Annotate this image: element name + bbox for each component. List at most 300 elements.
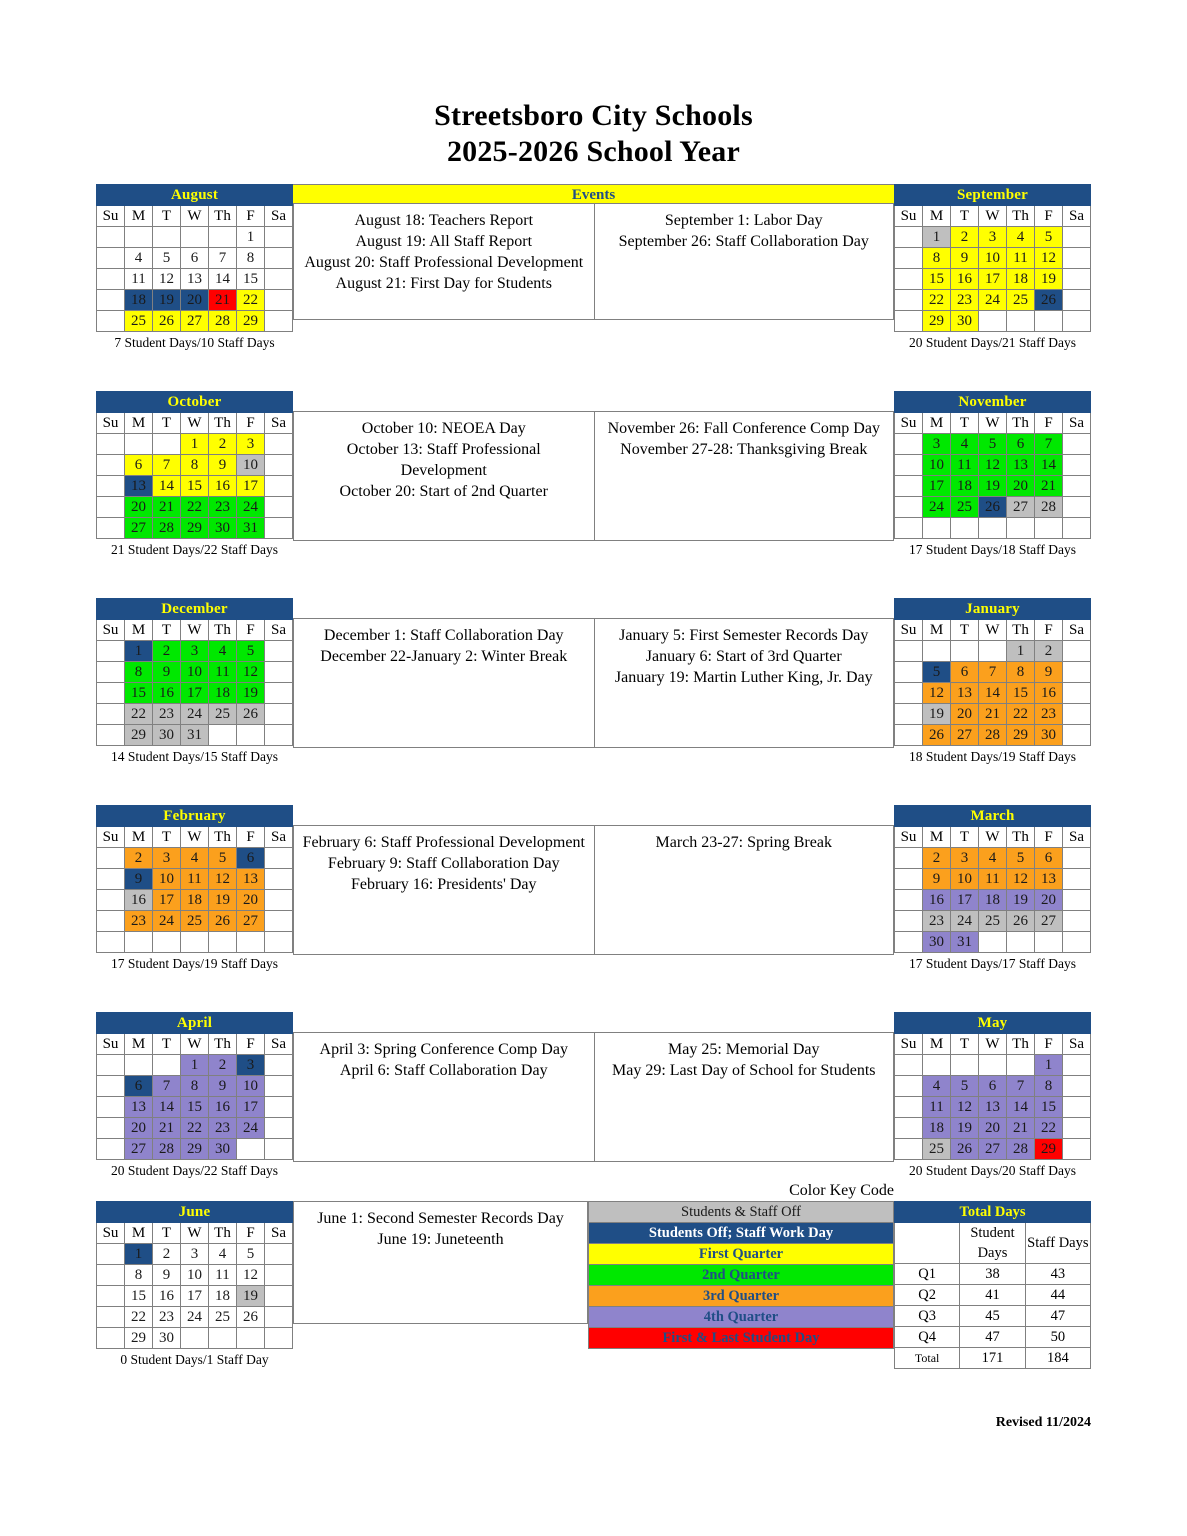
day-cell[interactable]: 8: [181, 1076, 209, 1097]
day-cell[interactable]: 19: [1007, 890, 1035, 911]
day-cell[interactable]: 17: [153, 890, 181, 911]
event-line: October 20: Start of 2nd Quarter: [339, 483, 548, 500]
day-cell[interactable]: 4: [923, 1076, 951, 1097]
day-cell[interactable]: 10: [181, 1265, 209, 1286]
week-row: [895, 1055, 1091, 1076]
month-grid-may: [894, 1012, 1091, 1160]
day-cell[interactable]: 10: [237, 1076, 265, 1097]
day-cell[interactable]: 15: [1035, 1097, 1063, 1118]
dow-sa: Sa: [1063, 1034, 1091, 1055]
week-row: [97, 1076, 293, 1097]
day-cell[interactable]: 12: [979, 455, 1007, 476]
day-cell[interactable]: 12: [237, 662, 265, 683]
day-cell[interactable]: 18: [209, 683, 237, 704]
day-cell-empty: [265, 683, 293, 704]
dow-sa: Sa: [1063, 206, 1091, 227]
day-cell[interactable]: 29: [237, 311, 265, 332]
week-row: [97, 704, 293, 725]
day-cell[interactable]: 12: [923, 683, 951, 704]
dow-th: Th: [209, 1034, 237, 1055]
day-cell[interactable]: 12: [153, 269, 181, 290]
day-cell[interactable]: 23: [153, 704, 181, 725]
month-table-may: [894, 1012, 1091, 1160]
day-cell[interactable]: 16: [125, 890, 153, 911]
day-cell[interactable]: 28: [209, 311, 237, 332]
day-cell[interactable]: 16: [153, 1286, 181, 1307]
day-cell[interactable]: 23: [153, 1307, 181, 1328]
day-cell[interactable]: 25: [923, 1139, 951, 1160]
day-cell[interactable]: 29: [125, 725, 153, 746]
day-cell[interactable]: 2: [153, 1244, 181, 1265]
day-cell[interactable]: 17: [951, 890, 979, 911]
day-cell[interactable]: 10: [237, 455, 265, 476]
day-cell[interactable]: 11: [125, 269, 153, 290]
day-cell[interactable]: 27: [125, 1139, 153, 1160]
day-cell[interactable]: 1: [1007, 641, 1035, 662]
day-cell[interactable]: 2: [1035, 641, 1063, 662]
day-cell[interactable]: 22: [1035, 1118, 1063, 1139]
day-cell[interactable]: 3: [153, 848, 181, 869]
dow-f: F: [237, 1034, 265, 1055]
day-cell[interactable]: 31: [181, 725, 209, 746]
day-cell[interactable]: 2: [951, 227, 979, 248]
dow-w: W: [979, 827, 1007, 848]
day-cell[interactable]: 30: [209, 1139, 237, 1160]
day-cell-empty: [265, 911, 293, 932]
week-row: [895, 1097, 1091, 1118]
day-cell[interactable]: 30: [923, 932, 951, 953]
day-cell[interactable]: 25: [1007, 290, 1035, 311]
day-cell[interactable]: 18: [979, 890, 1007, 911]
day-cell[interactable]: 1: [237, 227, 265, 248]
day-cell[interactable]: 24: [923, 497, 951, 518]
week-row: [97, 1055, 293, 1076]
day-cell[interactable]: 6: [1007, 434, 1035, 455]
day-cell[interactable]: 26: [237, 704, 265, 725]
day-cell[interactable]: 28: [1007, 1139, 1035, 1160]
day-cell[interactable]: 19: [237, 683, 265, 704]
day-cell[interactable]: 22: [125, 704, 153, 725]
day-cell[interactable]: 10: [923, 455, 951, 476]
day-cell[interactable]: 18: [923, 1118, 951, 1139]
day-cell[interactable]: 14: [1007, 1097, 1035, 1118]
day-cell[interactable]: 24: [237, 497, 265, 518]
day-cell[interactable]: 25: [125, 311, 153, 332]
day-cell[interactable]: 7: [153, 1076, 181, 1097]
day-cell[interactable]: 9: [209, 1076, 237, 1097]
day-cell[interactable]: 16: [209, 1097, 237, 1118]
day-cell[interactable]: 6: [237, 848, 265, 869]
day-cell-empty: [895, 311, 923, 332]
day-cell[interactable]: 26: [951, 1139, 979, 1160]
day-cell[interactable]: 26: [209, 911, 237, 932]
event-line: April 3: Spring Conference Comp Day: [319, 1041, 568, 1058]
day-cell[interactable]: 16: [1035, 683, 1063, 704]
day-cell[interactable]: 21: [153, 1118, 181, 1139]
day-cell[interactable]: 3: [181, 641, 209, 662]
day-cell[interactable]: 5: [237, 1244, 265, 1265]
day-cell[interactable]: 3: [951, 848, 979, 869]
dow-f: F: [237, 1223, 265, 1244]
day-cell[interactable]: 23: [951, 290, 979, 311]
day-cell[interactable]: 21: [1035, 476, 1063, 497]
day-cell[interactable]: 1: [923, 227, 951, 248]
day-cell[interactable]: 17: [237, 1097, 265, 1118]
day-cell[interactable]: 15: [923, 269, 951, 290]
dow-m: M: [125, 206, 153, 227]
day-cell[interactable]: 29: [181, 1139, 209, 1160]
day-cell[interactable]: 17: [923, 476, 951, 497]
day-cell[interactable]: 29: [181, 518, 209, 539]
day-cell[interactable]: 7: [1035, 434, 1063, 455]
events-block-2: [293, 391, 894, 541]
day-cell[interactable]: 9: [125, 869, 153, 890]
week-row: [895, 890, 1091, 911]
day-cell[interactable]: 15: [181, 476, 209, 497]
day-cell[interactable]: 15: [125, 1286, 153, 1307]
day-cell[interactable]: 11: [181, 869, 209, 890]
day-cell[interactable]: 29: [125, 1328, 153, 1349]
day-cell[interactable]: 1: [1035, 1055, 1063, 1076]
day-cell[interactable]: 12: [209, 869, 237, 890]
day-cell[interactable]: 20: [1035, 890, 1063, 911]
day-cell[interactable]: 2: [923, 848, 951, 869]
month-block-december: [96, 598, 293, 765]
month-footnote-march: 17 Student Days/17 Staff Days: [909, 956, 1076, 971]
totals-student-days: 38: [960, 1264, 1025, 1285]
day-cell[interactable]: 11: [209, 662, 237, 683]
day-cell[interactable]: 13: [1007, 455, 1035, 476]
day-cell[interactable]: 12: [237, 1265, 265, 1286]
day-cell[interactable]: 12: [1007, 869, 1035, 890]
calendar-band-2: [96, 391, 1091, 558]
day-cell[interactable]: 6: [125, 455, 153, 476]
day-cell[interactable]: 17: [181, 683, 209, 704]
day-cell[interactable]: 23: [209, 497, 237, 518]
day-cell[interactable]: 11: [923, 1097, 951, 1118]
totals-row: [895, 1264, 1091, 1285]
day-cell[interactable]: 9: [923, 869, 951, 890]
day-cell[interactable]: 27: [1035, 911, 1063, 932]
day-cell[interactable]: 23: [209, 1118, 237, 1139]
day-cell[interactable]: 3: [237, 434, 265, 455]
day-cell[interactable]: 18: [1007, 269, 1035, 290]
day-cell[interactable]: 16: [153, 683, 181, 704]
dow-f: F: [237, 620, 265, 641]
day-cell[interactable]: 24: [153, 911, 181, 932]
day-cell[interactable]: 24: [951, 911, 979, 932]
day-cell[interactable]: 14: [153, 476, 181, 497]
day-cell[interactable]: 20: [125, 1118, 153, 1139]
day-cell[interactable]: 8: [237, 248, 265, 269]
day-cell[interactable]: 4: [125, 248, 153, 269]
day-cell[interactable]: 2: [125, 848, 153, 869]
day-cell[interactable]: 11: [951, 455, 979, 476]
day-cell[interactable]: 13: [237, 869, 265, 890]
day-cell-empty: [895, 497, 923, 518]
day-cell[interactable]: 13: [125, 476, 153, 497]
day-cell[interactable]: 6: [125, 1076, 153, 1097]
day-cell[interactable]: 19: [979, 476, 1007, 497]
day-cell[interactable]: 8: [1007, 662, 1035, 683]
day-cell[interactable]: 20: [125, 497, 153, 518]
day-cell[interactable]: 29: [923, 311, 951, 332]
day-cell[interactable]: 30: [951, 311, 979, 332]
day-cell[interactable]: 5: [1035, 227, 1063, 248]
day-cell[interactable]: 8: [1035, 1076, 1063, 1097]
day-cell[interactable]: 6: [951, 662, 979, 683]
day-cell[interactable]: 19: [153, 290, 181, 311]
day-cell[interactable]: 31: [237, 518, 265, 539]
total-days-table: [894, 1201, 1091, 1369]
day-cell[interactable]: 29: [1035, 1139, 1063, 1160]
day-cell[interactable]: 24: [979, 290, 1007, 311]
day-cell[interactable]: 10: [979, 248, 1007, 269]
day-cell[interactable]: 27: [979, 1139, 1007, 1160]
day-cell-empty: [265, 725, 293, 746]
day-cell[interactable]: 3: [237, 1055, 265, 1076]
day-cell[interactable]: 25: [979, 911, 1007, 932]
day-cell[interactable]: 19: [237, 1286, 265, 1307]
day-cell[interactable]: 17: [237, 476, 265, 497]
day-cell[interactable]: 10: [951, 869, 979, 890]
day-cell-empty: [125, 434, 153, 455]
day-cell[interactable]: 2: [209, 434, 237, 455]
day-cell[interactable]: 2: [153, 641, 181, 662]
day-cell[interactable]: 22: [237, 290, 265, 311]
day-cell[interactable]: 15: [181, 1097, 209, 1118]
day-cell[interactable]: 7: [153, 455, 181, 476]
day-cell[interactable]: 13: [951, 683, 979, 704]
day-cell[interactable]: 3: [923, 434, 951, 455]
month-table-june: [96, 1201, 293, 1349]
dow-w: W: [181, 1223, 209, 1244]
day-cell[interactable]: 18: [181, 890, 209, 911]
day-cell[interactable]: 29: [1007, 725, 1035, 746]
day-cell[interactable]: 16: [923, 890, 951, 911]
day-cell[interactable]: 28: [153, 1139, 181, 1160]
day-cell[interactable]: 18: [125, 290, 153, 311]
month-grid-march: [894, 805, 1091, 953]
day-cell[interactable]: 23: [125, 911, 153, 932]
day-cell[interactable]: 11: [979, 869, 1007, 890]
day-cell[interactable]: 22: [181, 497, 209, 518]
day-cell[interactable]: 23: [923, 911, 951, 932]
day-cell[interactable]: 25: [951, 497, 979, 518]
day-cell[interactable]: 11: [209, 1265, 237, 1286]
day-cell[interactable]: 21: [1007, 1118, 1035, 1139]
day-cell[interactable]: 2: [209, 1055, 237, 1076]
dow-t: T: [951, 827, 979, 848]
day-cell[interactable]: 19: [951, 1118, 979, 1139]
day-cell[interactable]: 14: [1035, 455, 1063, 476]
event-line: October 10: NEOEA Day: [361, 420, 526, 437]
day-cell[interactable]: 5: [1007, 848, 1035, 869]
dow-su: Su: [97, 620, 125, 641]
day-cell[interactable]: 13: [125, 1097, 153, 1118]
day-cell[interactable]: 8: [923, 248, 951, 269]
day-cell[interactable]: 9: [153, 1265, 181, 1286]
day-cell-empty: [923, 518, 951, 539]
month-title-row: [895, 392, 1091, 413]
day-cell[interactable]: 18: [209, 1286, 237, 1307]
day-cell[interactable]: 31: [951, 932, 979, 953]
day-cell-empty: [1063, 476, 1091, 497]
day-cell[interactable]: 1: [125, 1244, 153, 1265]
day-cell[interactable]: 6: [1035, 848, 1063, 869]
day-cell[interactable]: 6: [979, 1076, 1007, 1097]
day-cell[interactable]: 21: [979, 704, 1007, 725]
day-cell[interactable]: 21: [153, 497, 181, 518]
day-cell[interactable]: 25: [209, 704, 237, 725]
totals-row: [895, 1348, 1091, 1369]
day-cell[interactable]: 1: [125, 641, 153, 662]
day-cell[interactable]: 1: [181, 434, 209, 455]
day-cell[interactable]: 30: [209, 518, 237, 539]
day-cell[interactable]: 26: [1035, 290, 1063, 311]
day-cell-empty: [895, 455, 923, 476]
day-cell[interactable]: 26: [923, 725, 951, 746]
day-cell[interactable]: 7: [209, 248, 237, 269]
day-cell[interactable]: 26: [1007, 911, 1035, 932]
events-cell-september: [594, 204, 894, 319]
day-cell[interactable]: 28: [153, 518, 181, 539]
day-cell[interactable]: 30: [153, 725, 181, 746]
day-cell[interactable]: 7: [979, 662, 1007, 683]
day-cell[interactable]: 22: [181, 1118, 209, 1139]
event-line: June 1: Second Semester Records Day: [317, 1210, 564, 1227]
day-cell[interactable]: 15: [237, 269, 265, 290]
day-cell[interactable]: 24: [181, 704, 209, 725]
day-cell-empty: [237, 1328, 265, 1349]
day-cell[interactable]: 24: [237, 1118, 265, 1139]
day-cell[interactable]: 27: [125, 518, 153, 539]
calendar-band-1: [96, 184, 1091, 351]
day-cell[interactable]: 25: [209, 1307, 237, 1328]
day-cell[interactable]: 19: [209, 890, 237, 911]
day-cell[interactable]: 20: [237, 890, 265, 911]
day-cell[interactable]: 8: [125, 1265, 153, 1286]
totals-row-label: Q1: [895, 1264, 960, 1285]
day-cell[interactable]: 26: [237, 1307, 265, 1328]
events-spacer-2: [293, 391, 894, 411]
day-cell[interactable]: 25: [181, 911, 209, 932]
day-cell[interactable]: 13: [181, 269, 209, 290]
day-cell[interactable]: 4: [209, 641, 237, 662]
week-row: [97, 311, 293, 332]
day-cell[interactable]: 22: [125, 1307, 153, 1328]
day-cell[interactable]: 4: [209, 1244, 237, 1265]
month-title-row: [895, 185, 1091, 206]
day-cell[interactable]: 26: [979, 497, 1007, 518]
day-cell[interactable]: 4: [181, 848, 209, 869]
day-cell[interactable]: 13: [979, 1097, 1007, 1118]
totals-body: [895, 1264, 1091, 1369]
day-cell[interactable]: 11: [1007, 248, 1035, 269]
day-cell[interactable]: 9: [209, 455, 237, 476]
day-cell[interactable]: 5: [153, 248, 181, 269]
day-cell[interactable]: 4: [951, 434, 979, 455]
day-cell[interactable]: 6: [181, 248, 209, 269]
day-cell[interactable]: 30: [1035, 725, 1063, 746]
day-cell[interactable]: 10: [153, 869, 181, 890]
day-cell[interactable]: 20: [979, 1118, 1007, 1139]
day-cell[interactable]: 17: [181, 1286, 209, 1307]
day-cell[interactable]: 5: [923, 662, 951, 683]
day-cell[interactable]: 27: [1007, 497, 1035, 518]
day-cell[interactable]: 22: [923, 290, 951, 311]
day-cell[interactable]: 14: [153, 1097, 181, 1118]
day-cell[interactable]: 26: [153, 311, 181, 332]
day-cell[interactable]: 24: [181, 1307, 209, 1328]
day-cell[interactable]: 13: [1035, 869, 1063, 890]
totals-staff-days: 44: [1025, 1285, 1090, 1306]
day-cell[interactable]: 14: [979, 683, 1007, 704]
day-cell[interactable]: 21: [209, 290, 237, 311]
day-cell[interactable]: 20: [181, 290, 209, 311]
day-cell[interactable]: 27: [181, 311, 209, 332]
day-cell[interactable]: 16: [951, 269, 979, 290]
day-cell[interactable]: 20: [951, 704, 979, 725]
day-cell[interactable]: 12: [1035, 248, 1063, 269]
day-cell[interactable]: 12: [951, 1097, 979, 1118]
day-cell[interactable]: 3: [979, 227, 1007, 248]
day-cell[interactable]: 10: [181, 662, 209, 683]
day-cell-empty: [97, 911, 125, 932]
day-cell[interactable]: 5: [979, 434, 1007, 455]
day-cell-empty: [923, 1055, 951, 1076]
day-cell[interactable]: 9: [1035, 662, 1063, 683]
day-cell[interactable]: 28: [979, 725, 1007, 746]
day-cell-empty: [265, 932, 293, 953]
day-cell[interactable]: 17: [979, 269, 1007, 290]
day-cell-empty: [97, 869, 125, 890]
day-cell-empty: [265, 1265, 293, 1286]
day-cell[interactable]: 19: [923, 704, 951, 725]
day-cell[interactable]: 19: [1035, 269, 1063, 290]
dow-su: Su: [895, 1034, 923, 1055]
event-line: May 25: Memorial Day: [667, 1041, 820, 1058]
day-cell[interactable]: 5: [237, 641, 265, 662]
day-cell[interactable]: 15: [125, 683, 153, 704]
day-cell[interactable]: 5: [209, 848, 237, 869]
day-cell[interactable]: 4: [979, 848, 1007, 869]
day-cell[interactable]: 5: [951, 1076, 979, 1097]
day-cell[interactable]: 4: [1007, 227, 1035, 248]
day-cell[interactable]: 27: [951, 725, 979, 746]
day-cell[interactable]: 8: [125, 662, 153, 683]
totals-row-label: Q4: [895, 1327, 960, 1348]
day-cell[interactable]: 9: [951, 248, 979, 269]
day-cell[interactable]: 18: [951, 476, 979, 497]
day-cell[interactable]: 8: [181, 455, 209, 476]
day-cell[interactable]: 16: [209, 476, 237, 497]
day-cell[interactable]: 15: [1007, 683, 1035, 704]
day-cell[interactable]: 23: [1035, 704, 1063, 725]
day-cell[interactable]: 22: [1007, 704, 1035, 725]
day-cell[interactable]: 9: [153, 662, 181, 683]
day-cell[interactable]: 27: [237, 911, 265, 932]
day-cell[interactable]: 30: [153, 1328, 181, 1349]
day-cell[interactable]: 20: [1007, 476, 1035, 497]
day-cell-empty: [209, 1328, 237, 1349]
day-cell[interactable]: 14: [209, 269, 237, 290]
day-cell[interactable]: 3: [181, 1244, 209, 1265]
day-cell[interactable]: 1: [181, 1055, 209, 1076]
day-cell-empty: [1063, 1118, 1091, 1139]
day-cell[interactable]: 28: [1035, 497, 1063, 518]
day-cell[interactable]: 7: [1007, 1076, 1035, 1097]
